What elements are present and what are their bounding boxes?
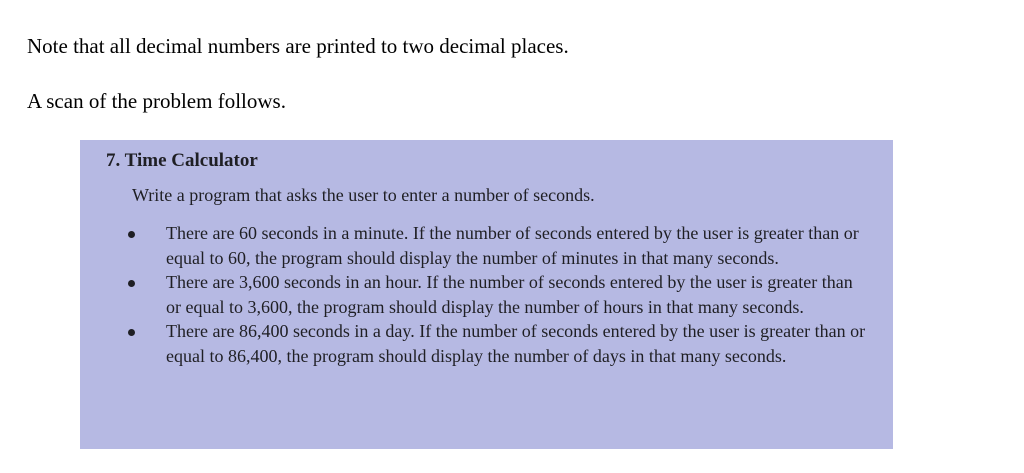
- scan-intro: A scan of the problem follows.: [27, 89, 286, 113]
- decimal-note: Note that all decimal numbers are printed to two decimal places.: [27, 34, 569, 58]
- list-item-text: There are 3,600 seconds in an hour. If the number of seconds entered by the user is greater than or equal to 3,600, the program should display the number of hours in that many seconds.: [166, 272, 853, 317]
- list-item-text: There are 60 seconds in a minute. If the number of seconds entered by the user is greater than or equal to 60, the program should display the number of minutes in that many seconds.: [166, 223, 859, 268]
- list-item: [126, 319, 866, 368]
- list-item: [126, 221, 866, 270]
- problem-title: 7. Time Calculator: [106, 150, 258, 171]
- problem-lead: Write a program that asks the user to enter a number of seconds.: [132, 185, 595, 205]
- problem-scan: [80, 140, 893, 449]
- bullet-icon: [128, 231, 135, 238]
- list-item-text: There are 86,400 seconds in a day. If the number of seconds entered by the user is greater than or equal to 86,400, the program should display the number of days in that many seconds.: [166, 321, 866, 366]
- bullet-icon: [128, 280, 135, 287]
- list-item: [126, 270, 866, 319]
- bullet-icon: [128, 329, 135, 336]
- requirements-list: [126, 221, 866, 368]
